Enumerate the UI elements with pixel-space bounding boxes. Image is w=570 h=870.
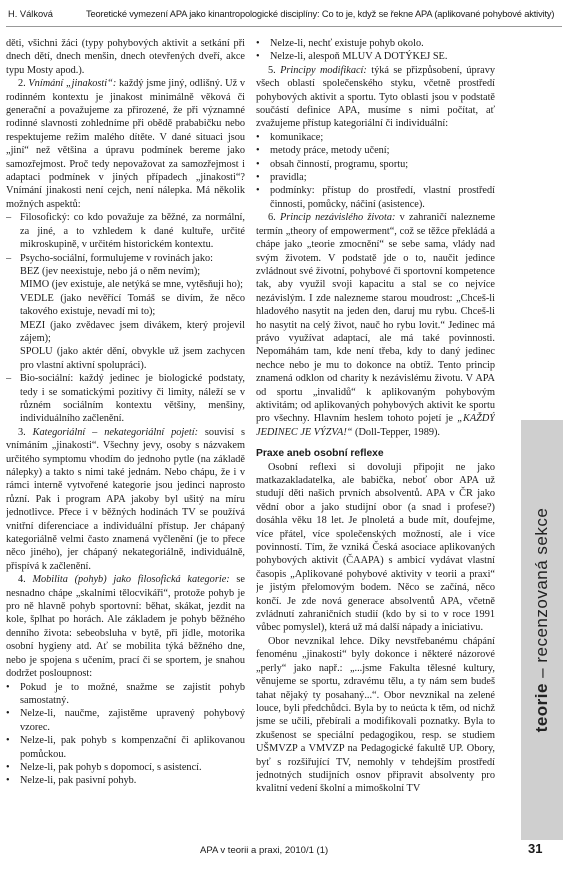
paragraph-nezavisly-zivot: 6. Princip nezávislého života: v zahraničí nalezneme termín „theory of empowerment“, což se těžce překládá a chápe jako „teorie zmocnění“ se sebe sama, vlády nad svým životem. V podstatě jde o to, naučit jedince zvládnout své životní, pohybové či sportovní kompetence tak, aby využil svoji kapacitu a stal se co nejvíce nezávislým. I zde nalezneme starou moudrost: „Chceš-li hladového nasytit na jeden den, daruj mu rybu. Chceš-li ho nasytit na celý život, nauč ho rybu lovit.“ Jedinec má právo využívat adaptací, ale má také povinnosti. Nepomáhám tam, kde není třeba, kdy to daný jedinec nechce nebo je mu to dokonce na obtíž. Tento princip znamená odklon od charity k nezávislému životu. V APA od sportu „invalidů“ k aplikovaným pohybovým aktivitám; od aplikovaných pohybových aktivit ke sportu pro všechny. Hlavním heslem tohoto pojetí je „KAŽDÝ JEDINEC JE VÝZVA!“ (Doll-Tepper, 1989). (256, 212, 495, 438)
header-title: Teoretické vymezení APA jako kinantropologické disciplíny: Co to je, když se řekne APA (aplikované pohybové aktivity) (86, 9, 555, 19)
list-item: • Nelze-li, pak pasivní pohyb. (6, 775, 137, 787)
paragraph-reflexe: Osobní reflexi si dovoluji připojit ne jako matkazakladatelka, ale babička, neboť obor APA už studují děti našich prvních absolventů. APA v ČR jako vědní obor a jako studijní obor (a snad i profese?) dosáhla věku 18 let. Je plnoletá a bude mít, doufejme, více přátel, více společenských možností, ale i více povinností. Tím, že vzniká Česká asociace aplikovaných pohybových aktivit (ČAAPA) s ambicí vydávat vlastní časopis „Aplikované pohybové aktivity v teorii a praxi“ je jistým přelomovým bodem. Něco se začíná, něco končí. Je zde nová generace absolventů APA, včetně zvládnutí zahraničních studií (kdo by si to v roce 1991 vůbec pomyslel), která už má další nápady a iniciativu. (256, 461, 495, 634)
dash-marker: – (6, 373, 12, 385)
list-item: • Nelze-li, pak pohyb s kompenzační či aplikovanou pomůckou. (6, 735, 245, 760)
dash-marker: – (6, 212, 12, 224)
section-heading: Praxe aneb osobní reflexe (256, 448, 384, 460)
bullet-marker: • (6, 735, 10, 747)
list-item: • komunikace; (256, 131, 324, 143)
list-item: • Nelze-li, nechť existuje pohyb okolo. (256, 38, 424, 49)
bullet-marker: • (6, 708, 10, 720)
list-item: • obsah činností, programu, sportu; (256, 158, 409, 170)
paragraph-kategorialni: 3. Kategoriální – nekategoriální pojetí: souvisí s vnímáním „jinakosti“. Všechny jevy, osoby s názvakem určitého symptomu vhodím do jednoho pytle (na základě nálepky) a takto s nimi také jednám. Nebo chápu, že i v rámci interně vytvořené kategorie jsou jedinci naprosto různí. Pak i program APA jakoby byl ušitý na míru jednotlivce. Přece i v běžných hodinách TV se používá vnitřní diferenciace a individuální přístup. Jer chápaný kategoriálně velmi často znamená vyčlenění (je to přece něco jiného), jer chápaný nekategoriálně, individuálně, přispívá k začlenění. (6, 426, 245, 572)
sub-item: MIMO (jev existuje, ale netýká se mne, vytěsňuji ho); (20, 279, 244, 291)
term-mobilita: Mobilita (pohyb) jako filosofická kategorie: (32, 574, 230, 586)
bullet-marker: • (256, 158, 260, 170)
list-item: • pravidla; (256, 172, 307, 184)
term-kategorialni: Kategoriální – nekategoriální pojetí: (32, 426, 199, 438)
list-item: – Bio-sociální: každý jedinec je biologické podstaty, tedy i se somatickými pozitivy či limity, náleží se v různém sociálním kontextu většiny, menšiny, individuálního začlenění. (6, 373, 245, 425)
sub-item: MEZI (jako zvědavec jsem divákem, který projevil zájem); (20, 319, 245, 344)
term-nezavisly-zivot: Princip nezávislého života: (279, 212, 396, 224)
bullet-marker: • (6, 775, 10, 787)
list-item: • Nelze-li, pak pohyb s dopomocí, s asistencí. (6, 761, 202, 773)
sub-item: BEZ (jev neexistuje, nebo já o něm nevím); (20, 265, 201, 277)
list-item: • Nelze-li, naučme, zajistěme upravený pohybový vzorec. (6, 708, 245, 733)
list-item: • podmínky: přístup do prostředí, vlastní prostředí činnosti, pomůcky, náčiní (asistence). (256, 185, 495, 210)
list-item: • Pokud je to možné, snažme se zajistit pohyb samostatný. (6, 681, 245, 706)
bullet-marker: • (256, 185, 260, 197)
term-modifikace: Principy modifikací: (280, 64, 367, 76)
sub-item: SPOLU (jako aktér dění, obvykle už jsem zachycen pro vlastní aktivní spolupráci). (20, 346, 245, 371)
bullet-marker: • (256, 51, 260, 63)
bullet-marker: • (6, 681, 10, 693)
footer-journal: APA v teorii a praxi, 2010/1 (1) (200, 845, 329, 856)
bullet-marker: • (256, 145, 260, 157)
sidebar-label: teorie – recenzovaná sekce (532, 507, 551, 733)
list-item: • Nelze-li, alespoň MLUV A DOTÝKEJ SE. (256, 51, 448, 63)
motto: „KAŽDÝ JEDINEC JE VÝZVA!“ (256, 413, 495, 438)
bullet-marker: • (256, 172, 260, 184)
sub-item: VEDLE (jako nevěřící Tomáš se divím, že něco takového existuje, nevadí mi to); (20, 292, 245, 318)
paragraph-obor: Obor nevznikal lehce. Díky nevstřebanému chápání fenoménu „jinakosti“ byly dokonce i některé názorové „perly“ jako např.: „...jsme Fakulta tělesné kultury, věnujeme se sportu, zdravému tělu, a ty nám sem budeš tahat nějaký ty posahaný...“. Obor nevznikal na zelené louce, byli předchůdci. Byla by to neúcta k těm, od nichž jsme se učili, přebírali a modifikovali poznatky. Byla to zkušenost se speciální pedagogikou, resp. se studiem UŠMVZP a VMVZP na Pedagogické fakultě UP. Obory, byť s rozšiřující TV, nemohly v tehdejším prostředí jednotných studijních osnov připravit absolventy pro kvalitní vedení školní a mimoškolní TV (256, 635, 495, 795)
term-jinakost: Vnímání „jinakosti“: (28, 78, 117, 90)
dash-marker: – (6, 252, 12, 264)
bullet-marker: • (256, 131, 260, 143)
paragraph-modifikace: 5. Principy modifikací: týká se přizpůsobení, úpravy všech oblastí společenského styku, včetně prostředí pohybových aktivit a sportu. Tyto oblasti jsou v podstatě součástí definice APA, musíme s nimi počítat, ať zvažujeme přístup kategoriální či individuální: (256, 64, 495, 130)
bullet-marker: • (256, 38, 260, 49)
right-column (256, 37, 495, 857)
page-number: 31 (528, 841, 543, 856)
left-column (6, 37, 245, 857)
paragraph-mobilita: 4. Mobilita (pohyb) jako filosofická kategorie: se nesnadno chápe „skalními tělocvikáři“, protože pohyb je pro ně hlavně pohyb sportovní: běhat, skákat, jezdit na kole, šplhat po horách. Ale základem je pohyb běžného denního života: sebeobsluha v bytě, při jídle, motorika osobní hygieny atd. Ať se mobilita týká běžného dne, nebo je spojena s učením, prací či se sportem, je snahou dodržet posloupnost: (6, 574, 245, 680)
list-item: • metody práce, metody učení; (256, 145, 390, 157)
list-item: – Psycho-sociální, formulujeme v rovinách jako: (6, 252, 214, 264)
bullet-marker: • (6, 761, 10, 773)
running-header (6, 6, 562, 27)
list-item: – Filosofický: co kdo považuje za běžné, za normální, za jiné, a to vzhledem k dané kultuře, určité mikroskupině, v určitém historickém kontextu. (6, 212, 245, 251)
paragraph-jinakost: 2. Vnímání „jinakosti“: každý jsme jiný, odlišný. Už v rodinném kontextu je jinakost minimálně věková či generační a považujeme za přirozené, že při významné rodinné slavnosti zohledníme při obědě prababičku nebo respektujeme režim malého dítěte. V dané situaci jsou „jiní“ než většina a úpravu podmínek bereme jako samozřejmost. Proč tedy nepovažovat za samozřejmost i adaptaci podmínek v jiných případech „jinakosti“? Vnímání jinakosti není cejch, není nálepka. Má několik možných aspektů: (6, 78, 245, 210)
header-author: H. Válková (8, 9, 53, 19)
paragraph-continuation: děti, všichni žáci (typy pohybových aktivit a setkání při dnech dětí, dnech menšin, dnech otevřených dveří, akce typu Mosty apod.). (6, 38, 245, 76)
section-sidebar-tab (521, 420, 563, 840)
